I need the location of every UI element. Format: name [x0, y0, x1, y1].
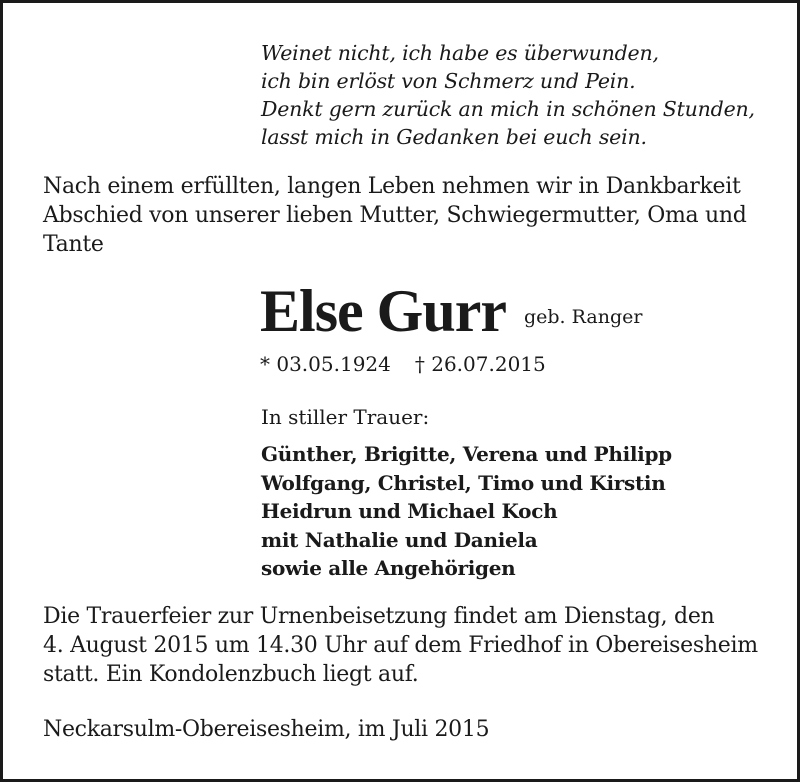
service-line: Die Trauerfeier zur Urnenbeisetzung findet am Dienstag, den: [43, 604, 715, 629]
service-line: statt. Ein Kondolenzbuch liegt auf.: [43, 662, 419, 687]
mourner-line: Heidrun und Michael Koch: [261, 499, 558, 523]
mourner-line: sowie alle Angehörigen: [261, 556, 516, 580]
place-and-date: Neckarsulm-Obereisesheim, im Juli 2015: [43, 717, 490, 742]
birth-date: * 03.05.1924: [260, 352, 391, 376]
poem-line: Weinet nicht, ich habe es überwunden,: [261, 41, 659, 65]
intro-line: Abschied von unserer lieben Mutter, Schwiegermutter, Oma und: [43, 203, 747, 228]
life-dates: [260, 350, 546, 378]
deceased-name-row: [260, 279, 642, 343]
poem-line: Denkt gern zurück an mich in schönen Stunden,: [261, 97, 755, 121]
memorial-poem: [261, 39, 755, 151]
mourner-line: mit Nathalie und Daniela: [261, 527, 538, 552]
funeral-service-info: [43, 602, 783, 689]
deceased-name: Else Gurr: [260, 278, 506, 344]
death-date: † 26.07.2015: [414, 352, 546, 376]
service-line: 4. August 2015 um 14.30 Uhr auf dem Friedhof in Obereisesheim: [43, 633, 758, 658]
mourners-list: [261, 440, 672, 583]
intro-text: [43, 172, 783, 259]
poem-line: ich bin erlöst von Schmerz und Pein.: [261, 69, 636, 93]
intro-line: Tante: [43, 232, 104, 257]
mourner-line: Günther, Brigitte, Verena und Philipp: [261, 442, 672, 466]
maiden-name: geb. Ranger: [523, 306, 643, 328]
poem-line: lasst mich in Gedanken bei euch sein.: [261, 125, 647, 149]
mourners-label: In stiller Trauer:: [261, 405, 430, 429]
mourner-line: Wolfgang, Christel, Timo und Kirstin: [261, 470, 666, 495]
intro-line: Nach einem erfüllten, langen Leben nehmen wir in Dankbarkeit: [43, 174, 741, 199]
